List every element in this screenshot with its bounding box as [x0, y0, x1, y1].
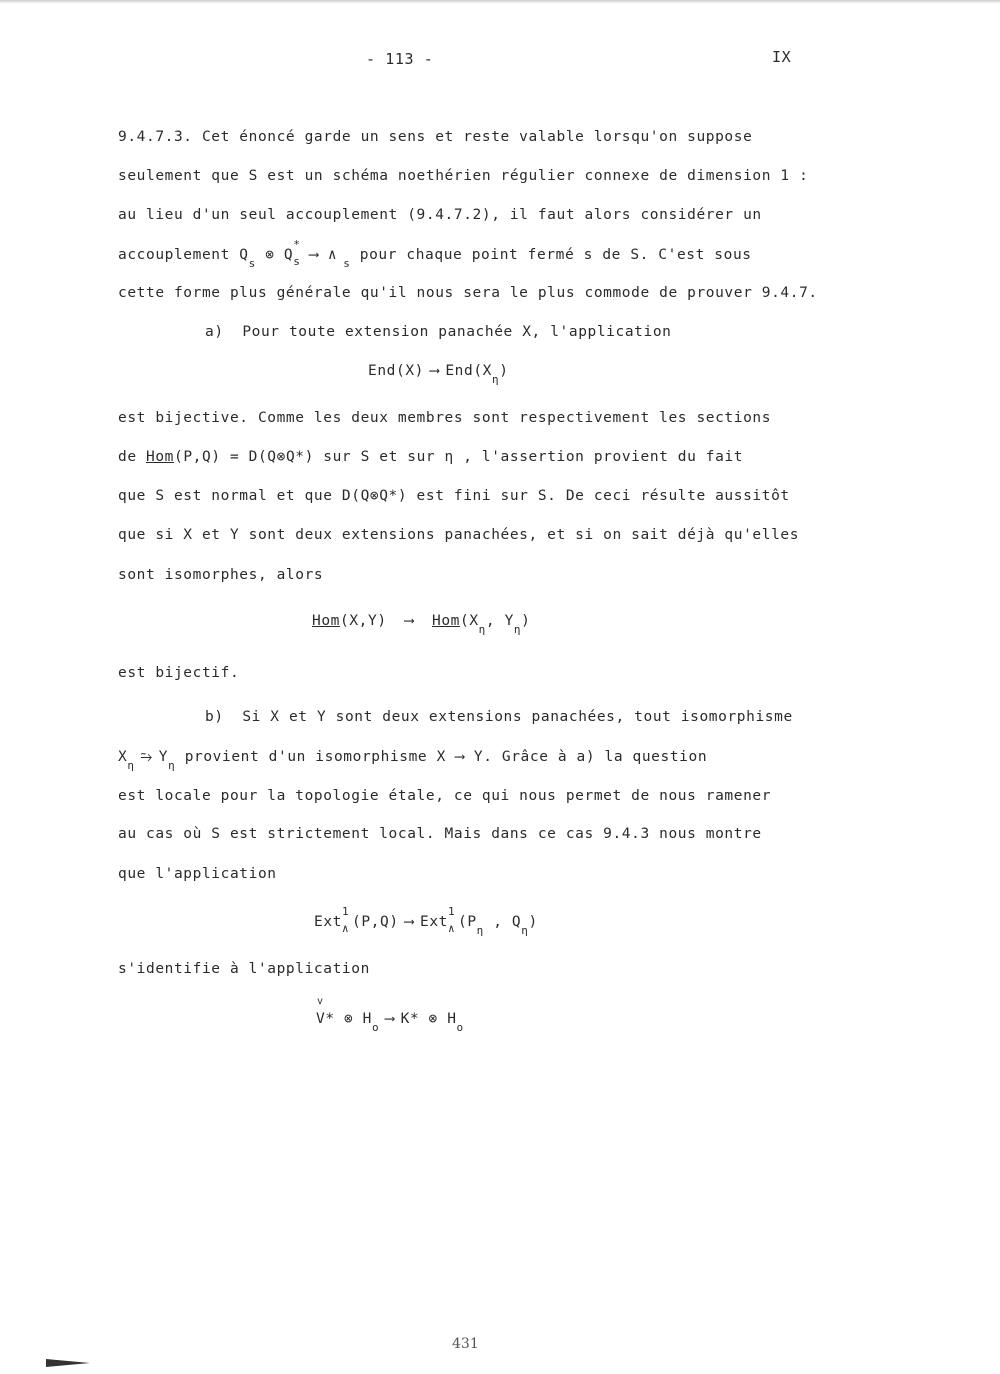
text-line-7: est bijective. Comme les deux membres sont respectivement les sections	[118, 410, 772, 426]
l4-post: pour chaque point fermé s de S. C'est sous	[350, 247, 752, 263]
f3-comma: , Q	[483, 914, 522, 930]
formula-end	[368, 362, 509, 386]
text-line-12: est bijectif.	[118, 665, 240, 681]
f2-arrow: ⟶	[404, 613, 414, 629]
l14-x: X	[118, 749, 128, 765]
f3-ext1: Ext	[314, 914, 342, 930]
l4-arrow: ⟶ ∧	[309, 247, 338, 263]
l4-sub-s: s	[248, 257, 256, 270]
l14-post: provient d'un isomorphisme X ⟶ Y. Grâce à a) la question	[175, 749, 708, 765]
l14-sub1: η	[127, 759, 135, 772]
l8-hom: Hom	[146, 449, 174, 465]
f3-a2: (P	[458, 914, 477, 930]
folio-number: 431	[452, 1336, 479, 1352]
f4-sub2: o	[456, 1021, 464, 1034]
f1-arrow: ⟶	[429, 363, 440, 379]
l14-sub2: η	[168, 759, 176, 772]
l4-star-s	[293, 238, 303, 268]
text-line-2: seulement que S est un schéma noethérien régulier connexe de dimension 1 :	[118, 168, 809, 184]
f4-arrow: ⟶	[385, 1011, 395, 1027]
l4-sub-s3: s	[343, 257, 351, 270]
formula-ext	[314, 905, 538, 937]
f2-close: )	[521, 613, 531, 629]
f3-sub3: η	[476, 924, 484, 937]
text-line-11: sont isomorphes, alors	[118, 567, 324, 583]
f4-v: v V* ⊗ H	[316, 1010, 372, 1028]
text-line-5: cette forme plus générale qu'il nous sera le plus commode de prouver 9.4.7.	[118, 285, 818, 301]
f3-sub2: ∧	[448, 922, 456, 935]
f3-idx1	[342, 905, 352, 935]
l8-post: (P,Q) = D(Q⊗Q*) sur S et sur η , l'assertion provient du fait	[174, 449, 744, 465]
f4-sub1: o	[371, 1021, 380, 1034]
f2-comma: , Y	[485, 613, 514, 629]
f1-left: End(X)	[368, 363, 424, 379]
l14-arrow: ⥲	[140, 749, 153, 765]
l14-y: Y	[158, 749, 169, 765]
f3-arrow: ⟶	[404, 914, 414, 930]
f2-hom2: Hom	[432, 613, 460, 629]
page-edge-rule	[0, 0, 1000, 3]
l4-pre: accouplement Q	[118, 247, 249, 263]
f2-sub2: η	[513, 623, 522, 636]
text-line-16: au cas où S est strictement local. Mais dans ce cas 9.4.3 nous montre	[118, 826, 762, 842]
f3-a1: (P,Q)	[352, 914, 399, 930]
text-line-4	[118, 238, 752, 270]
f2-a2: (X	[460, 613, 479, 629]
formula-hom	[312, 612, 531, 636]
text-line-14	[118, 748, 708, 772]
formula-dual	[316, 1010, 464, 1034]
f2-a1: (X,Y)	[340, 613, 387, 629]
f1-right: End(X	[445, 363, 492, 379]
f1-sub: η	[491, 373, 500, 386]
f3-sup2: 1	[448, 905, 456, 918]
text-line-10: que si X et Y sont deux extensions panachées, et si on sait déjà qu'elles	[118, 527, 800, 543]
f3-sub4: η	[521, 924, 529, 937]
f3-close: )	[528, 914, 538, 930]
f3-idx2	[448, 905, 458, 935]
text-line-13: b) Si X et Y sont deux extensions panachées, tout isomorphisme	[205, 709, 793, 725]
f3-sub1: ∧	[342, 922, 350, 935]
l4-mid: ⊗ Q	[255, 247, 294, 263]
l4-star: *	[293, 238, 301, 251]
f3-ext2: Ext	[420, 914, 448, 930]
f3-sup1: 1	[342, 905, 350, 918]
text-line-6: a) Pour toute extension panachée X, l'application	[205, 324, 672, 340]
f1-close: )	[499, 363, 509, 379]
l4-sub-s2: s	[293, 255, 301, 268]
f4-k: K* ⊗ H	[400, 1011, 457, 1027]
text-line-18: s'identifie à l'application	[118, 961, 370, 977]
chapter-label: IX	[772, 48, 792, 66]
text-line-17: que l'application	[118, 866, 277, 882]
text-line-8	[118, 448, 743, 466]
text-line-1: 9.4.7.3. Cet énoncé garde un sens et reste valable lorsqu'on suppose	[118, 129, 753, 145]
f2-hom1: Hom	[312, 613, 340, 629]
f2-sub1: η	[478, 623, 486, 636]
text-line-3: au lieu d'un seul accouplement (9.4.7.2), il faut alors considérer un	[118, 207, 762, 223]
corner-mark	[46, 1359, 90, 1367]
l8-pre: de	[118, 449, 146, 465]
text-line-9: que S est normal et que D(Q⊗Q*) est fini sur S. De ceci résulte aussitôt	[118, 488, 790, 504]
text-line-15: est locale pour la topologie étale, ce qui nous permet de nous ramener	[118, 788, 772, 804]
page-number: - 113 -	[366, 50, 434, 68]
